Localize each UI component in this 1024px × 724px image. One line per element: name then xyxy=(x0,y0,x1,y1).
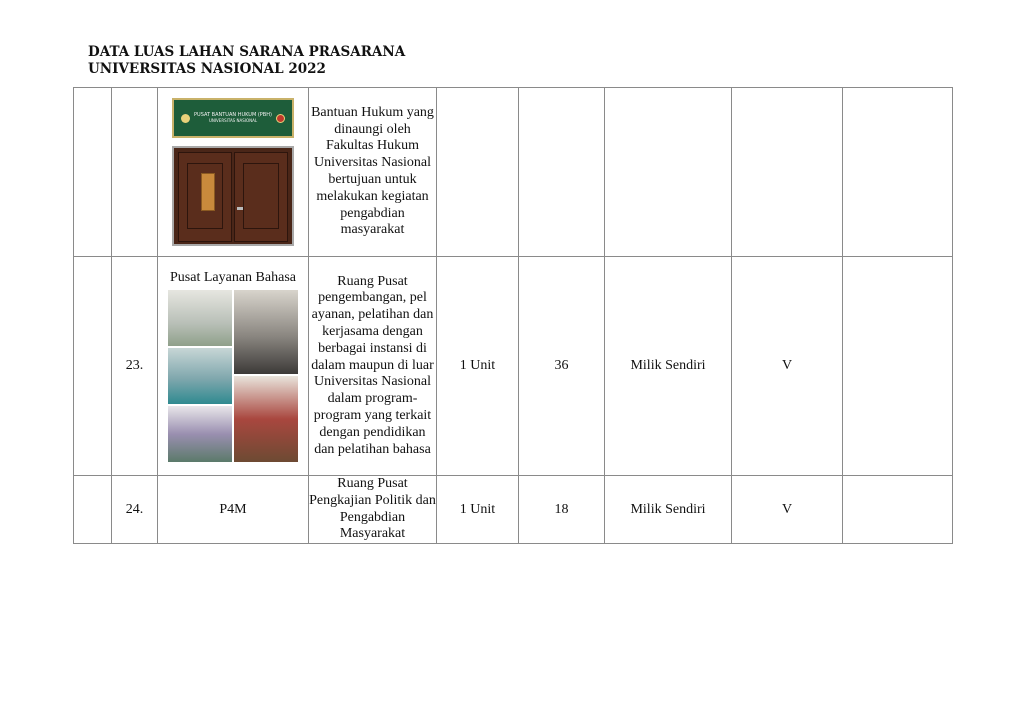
cell-description: Bantuan Hukum yang dinaungi oleh Fakultas Hukum Universitas Nasional bertujuan untuk melakukan kegiatan pengabdian masyarakat xyxy=(309,88,437,257)
cell-ownership xyxy=(605,88,732,257)
page-title-line-1: DATA LUAS LAHAN SARANA PRASARANA xyxy=(88,44,406,60)
room-photo-2 xyxy=(234,290,298,374)
cell-area: 18 xyxy=(519,476,605,544)
cell-area xyxy=(519,88,605,257)
sign-subtext: UNIVERSITAS NASIONAL xyxy=(208,118,258,123)
legal-aid-sign-image xyxy=(172,98,294,138)
facilities-table xyxy=(73,87,953,544)
cell-extra xyxy=(843,257,953,476)
room-photo-3 xyxy=(168,348,232,404)
cell-extra xyxy=(843,88,953,257)
cell-unit xyxy=(437,88,519,257)
cell-description: Ruang Pusat pengembangan, pel ayanan, pelatihan dan kerjasama dengan berbagai instansi di dalam maupun di luar Universitas Nasional dalam program-program yang terkait dengan pendidikan dan pelatihan bahasa xyxy=(309,257,437,476)
cell-mark xyxy=(732,88,843,257)
cell-ownership: Milik Sendiri xyxy=(605,257,732,476)
cell-name: P4M xyxy=(158,476,309,544)
cell-extra xyxy=(843,476,953,544)
facility-name: Pusat Layanan Bahasa xyxy=(170,270,296,285)
room-photo-5 xyxy=(168,406,232,462)
cell-index xyxy=(74,476,112,544)
page-title-line-2: UNIVERSITAS NASIONAL 2022 xyxy=(88,61,326,77)
table-row xyxy=(74,88,953,257)
cell-no: 24. xyxy=(112,476,158,544)
cell-no xyxy=(112,88,158,257)
cell-unit: 1 Unit xyxy=(437,476,519,544)
cell-mark: V xyxy=(732,476,843,544)
cell-description: Ruang Pusat Pengkajian Politik dan Pengabdian Masyarakat xyxy=(309,476,437,544)
cell-area: 36 xyxy=(519,257,605,476)
cell-index xyxy=(74,88,112,257)
cell-ownership: Milik Sendiri xyxy=(605,476,732,544)
cell-photo xyxy=(158,257,309,476)
cell-no: 23. xyxy=(112,257,158,476)
cell-index xyxy=(74,257,112,476)
faculty-seal-icon xyxy=(276,114,285,123)
cell-photo xyxy=(158,88,309,257)
wooden-door-image xyxy=(172,146,294,246)
cell-mark: V xyxy=(732,257,843,476)
language-center-photo-collage xyxy=(168,290,298,462)
sign-text: PUSAT BANTUAN HUKUM (PBH) xyxy=(194,112,272,118)
page-header xyxy=(88,44,405,78)
university-logo-icon xyxy=(181,114,190,123)
table-row xyxy=(74,476,953,544)
table-row xyxy=(74,257,953,476)
room-photo-1 xyxy=(168,290,232,346)
legal-aid-photo xyxy=(158,98,308,246)
room-photo-4 xyxy=(234,376,298,462)
cell-unit: 1 Unit xyxy=(437,257,519,476)
